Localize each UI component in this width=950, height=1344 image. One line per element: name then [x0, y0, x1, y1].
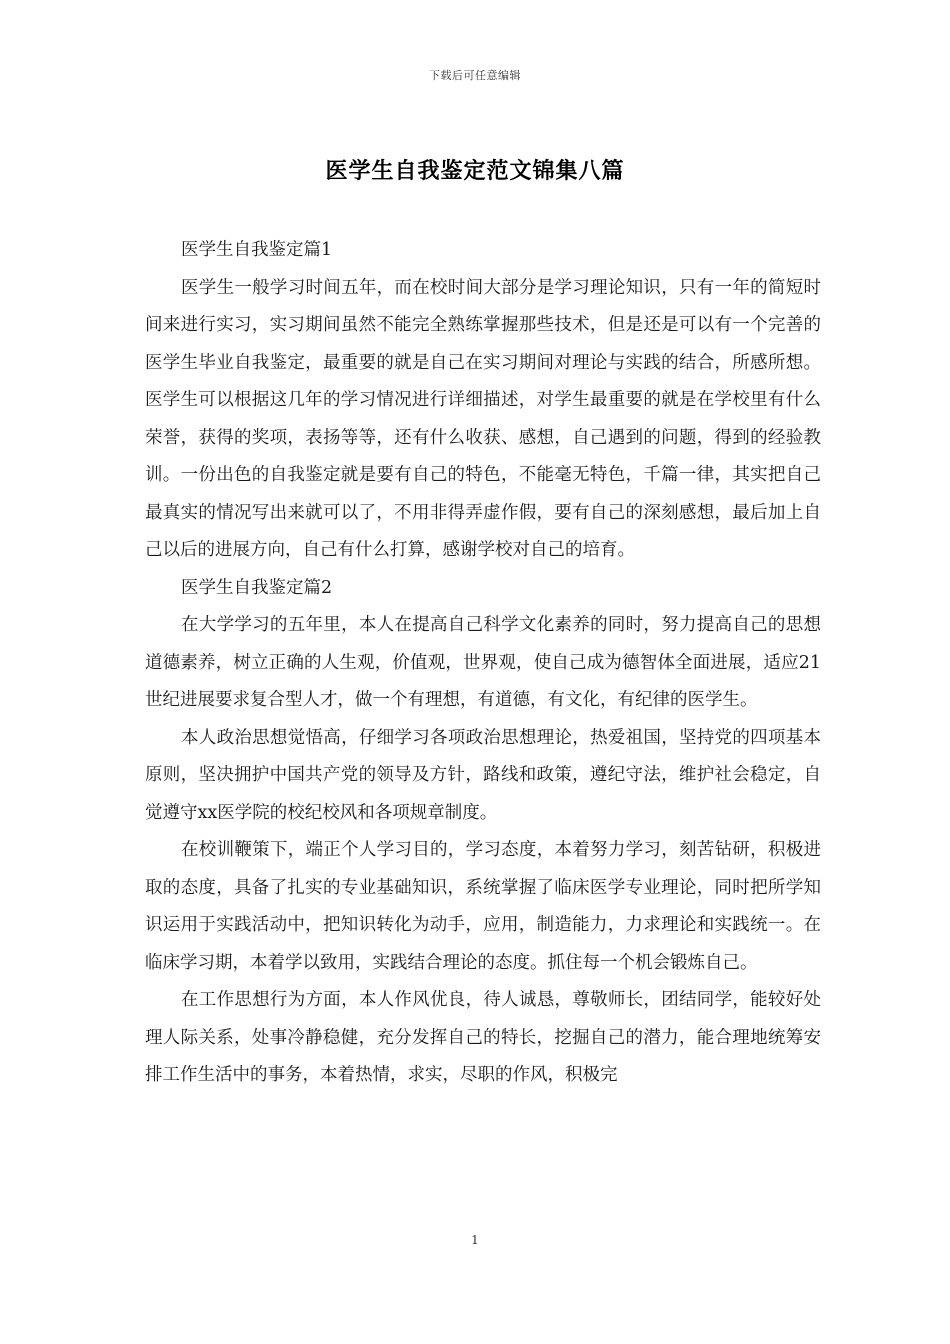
paragraph: 在工作思想行为方面，本人作风优良，待人诚恳，尊敬师长，团结同学，能较好处理人际关系，处事冷静稳健，充分发挥自己的特长，挖掘自己的潜力，能合理地统筹安排工作生活中的事务，本着热情，求实，尽职的作风，积极完	[145, 990, 821, 1085]
paragraph: 本人政治思想觉悟高，仔细学习各项政治思想理论，热爱祖国，坚持党的四项基本原则，坚决拥护中国共产党的领导及方针，路线和政策，遵纪守法，维护社会稳定，自觉遵守xx医学院的校纪校风和各项规章制度。	[145, 727, 821, 823]
header-note: 下载后可任意编辑	[429, 69, 521, 82]
section-2	[145, 570, 821, 1095]
section-heading: 医学生自我鉴定篇1	[181, 240, 333, 260]
page-number: 1	[471, 1233, 479, 1247]
document-title: 医学生自我鉴定范文锦集八篇	[325, 158, 625, 184]
section-1	[145, 232, 821, 570]
document-body	[145, 232, 821, 1095]
paragraph: 在大学学习的五年里，本人在提高自己科学文化素养的同时，努力提高自己的思想道德素养，树立正确的人生观，价值观，世界观，使自己成为德智体全面进展，适应21世纪进展要求复合型人才，做一个有理想，有道德，有文化，有纪律的医学生。	[145, 615, 821, 710]
paragraph: 医学生一般学习时间五年，而在校时间大部分是学习理论知识，只有一年的简短时间来进行实习，实习期间虽然不能完全熟练掌握那些技术，但是还是可以有一个完善的医学生毕业自我鉴定，最重要的就是自己在实习期间对理论与实践的结合，所感所想。医学生可以根据这几年的学习情况进行详细描述，对学生最重要的就是在学校里有什么荣誉，获得的奖项，表扬等等，还有什么收获、感想，自己遇到的问题，得到的经验教训。一份出色的自我鉴定就是要有自己的特色，不能毫无特色，千篇一律，其实把自己最真实的情况写出来就可以了，不用非得弄虚作假，要有自己的深刻感想，最后加上自己以后的进展方向，自己有什么打算，感谢学校对自己的培育。	[145, 277, 821, 560]
paragraph: 在校训鞭策下，端正个人学习目的，学习态度，本着努力学习，刻苦钻研，积极进取的态度，具备了扎实的专业基础知识，系统掌握了临床医学专业理论，同时把所学知识运用于实践活动中，把知识转化为动手，应用，制造能力，力求理论和实践统一。在临床学习期，本着学以致用，实践结合理论的态度。抓住每一个机会锻炼自己。	[145, 840, 821, 973]
section-heading: 医学生自我鉴定篇2	[181, 577, 333, 598]
